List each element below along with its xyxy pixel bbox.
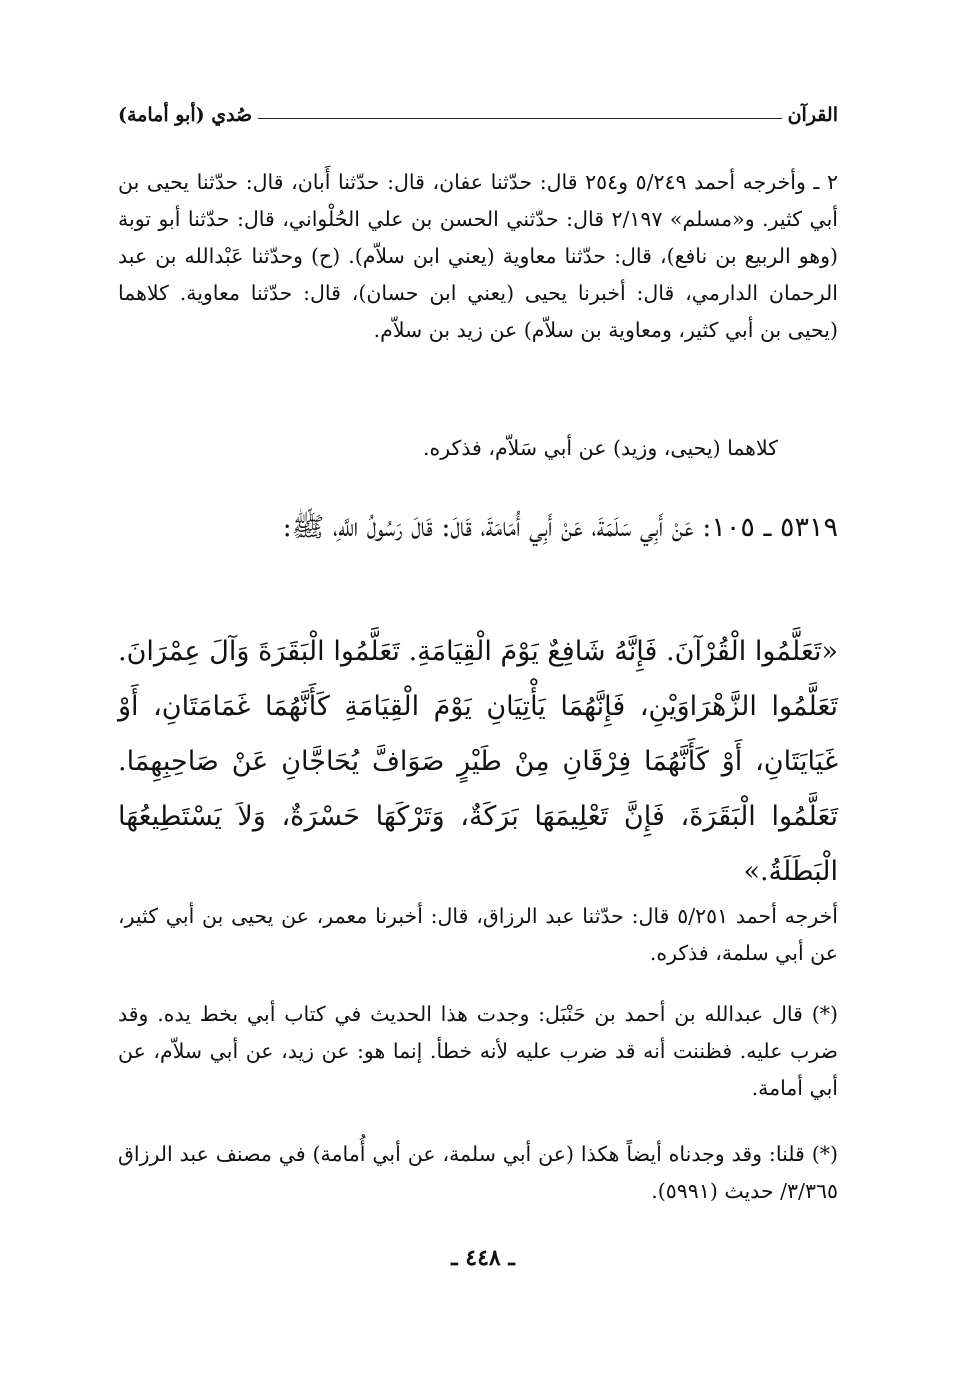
footnote-takhrij-2 (118, 898, 838, 972)
hadith-matn-text: «تَعَلَّمُوا الْقُرْآنَ. فَإِنَّهُ شَافِعٌ يَوْمَ الْقِيَامَةِ. تَعَلَّمُوا الْبَقَرَةَ وَآلَ عِمْرَانَ. تَعَلَّمُوا الزَّهْرَاوَيْنِ، فَإِنَّهُمَا يَأْتِيَانِ يَوْمَ الْقِيَامَةِ كَأَنَّهُمَا غَمَامَتَانِ، أَوْ غَيَايَتَانِ، أَوْ كَأَنَّهُمَا فِرْقَانِ مِنْ طَيْرٍ صَوَافَّ يُحَاجَّانِ عَنْ صَاحِبِهِمَا. تَعَلَّمُوا الْبَقَرَةَ، فَإِنَّ تَعْلِيمَهَا بَرَكَةٌ، وَتَرْكَهَا حَسْرَةٌ، وَلاَ يَسْتَطِيعُهَا الْبَطَلَةُ.» (118, 636, 838, 887)
running-header (118, 96, 838, 126)
page-number: ـ ٤٤٨ ـ (451, 1245, 515, 1271)
hadith-matn (118, 624, 838, 899)
takhrij-1-text: ٢ ـ وأخرجه أحمد ٥/٢٤٩ و٢٥٤ قال: حدّثنا عفان، قال: حدّثنا أَبان، قال: حدّثنا يحيى بن أبي كثير. و«مسلم» ٢/١٩٧ قال: حدّثني الحسن بن علي الحُلْواني، قال: حدّثنا أبو توبة (وهو الربيع بن نافع)، قال: حدّثنا معاوية (يعني ابن سلاّم). (ح) وحدّثنا عَبْدالله بن عبد الرحمان الدارمي، قال: أخبرنا يحيى (يعني ابن حسان)، قال: حدّثنا معاوية. كلاهما (يحيى بن أبي كثير، ومعاوية بن سلاّم) عن زيد بن سلاّم. (118, 170, 839, 342)
abdullah-note-text: (*) قال عبدالله بن أحمد بن حَنْبَل: وجدت هذا الحديث في كتاب أبي بخط يده. وقد ضرب عليه. فظننت أنه قد ضرب عليه لأنه خطأ. إنما هو: عن زيد، عن أبي سلاّم، عن أبي أمامة. (118, 1002, 838, 1100)
header-right-title: القرآن (787, 104, 838, 126)
footnote-takhrij-1 (118, 164, 838, 349)
takhrij-1-conclusion: كلاهما (يحيى، وزيد) عن أبي سَلاّم، فذكره. (422, 436, 778, 460)
hadith-isnad-text: ٥٣١٩ ـ ١٠٥: عَنْ أَبِي سَلَمَةَ، عَنْ أَبِي أُمَامَةَ، قَالَ: قَالَ رَسُولُ اللَّهِ، ﷺ: (282, 512, 838, 543)
hadith-isnad (118, 500, 838, 555)
footnote-conclusion (118, 430, 838, 467)
footnote-editors-note (118, 1136, 838, 1210)
footnote-abdullah-note (118, 996, 838, 1107)
header-left-title: صُدي (أبو أمامة) (118, 104, 253, 126)
editors-note-text: (*) قلنا: وقد وجدناه أيضاً هكذا (عن أبي سلمة، عن أبي أُمامة) في مصنف عبد الرزاق ٣/٣٦٥/ حديث (٥٩٩١). (118, 1142, 838, 1203)
takhrij-2-text: أخرجه أحمد ٥/٢٥١ قال: حدّثنا عبد الرزاق، قال: أخبرنا معمر، عن يحيى بن أبي كثير، عن أبي سلمة، فذكره. (118, 904, 838, 965)
header-rule (258, 118, 781, 119)
